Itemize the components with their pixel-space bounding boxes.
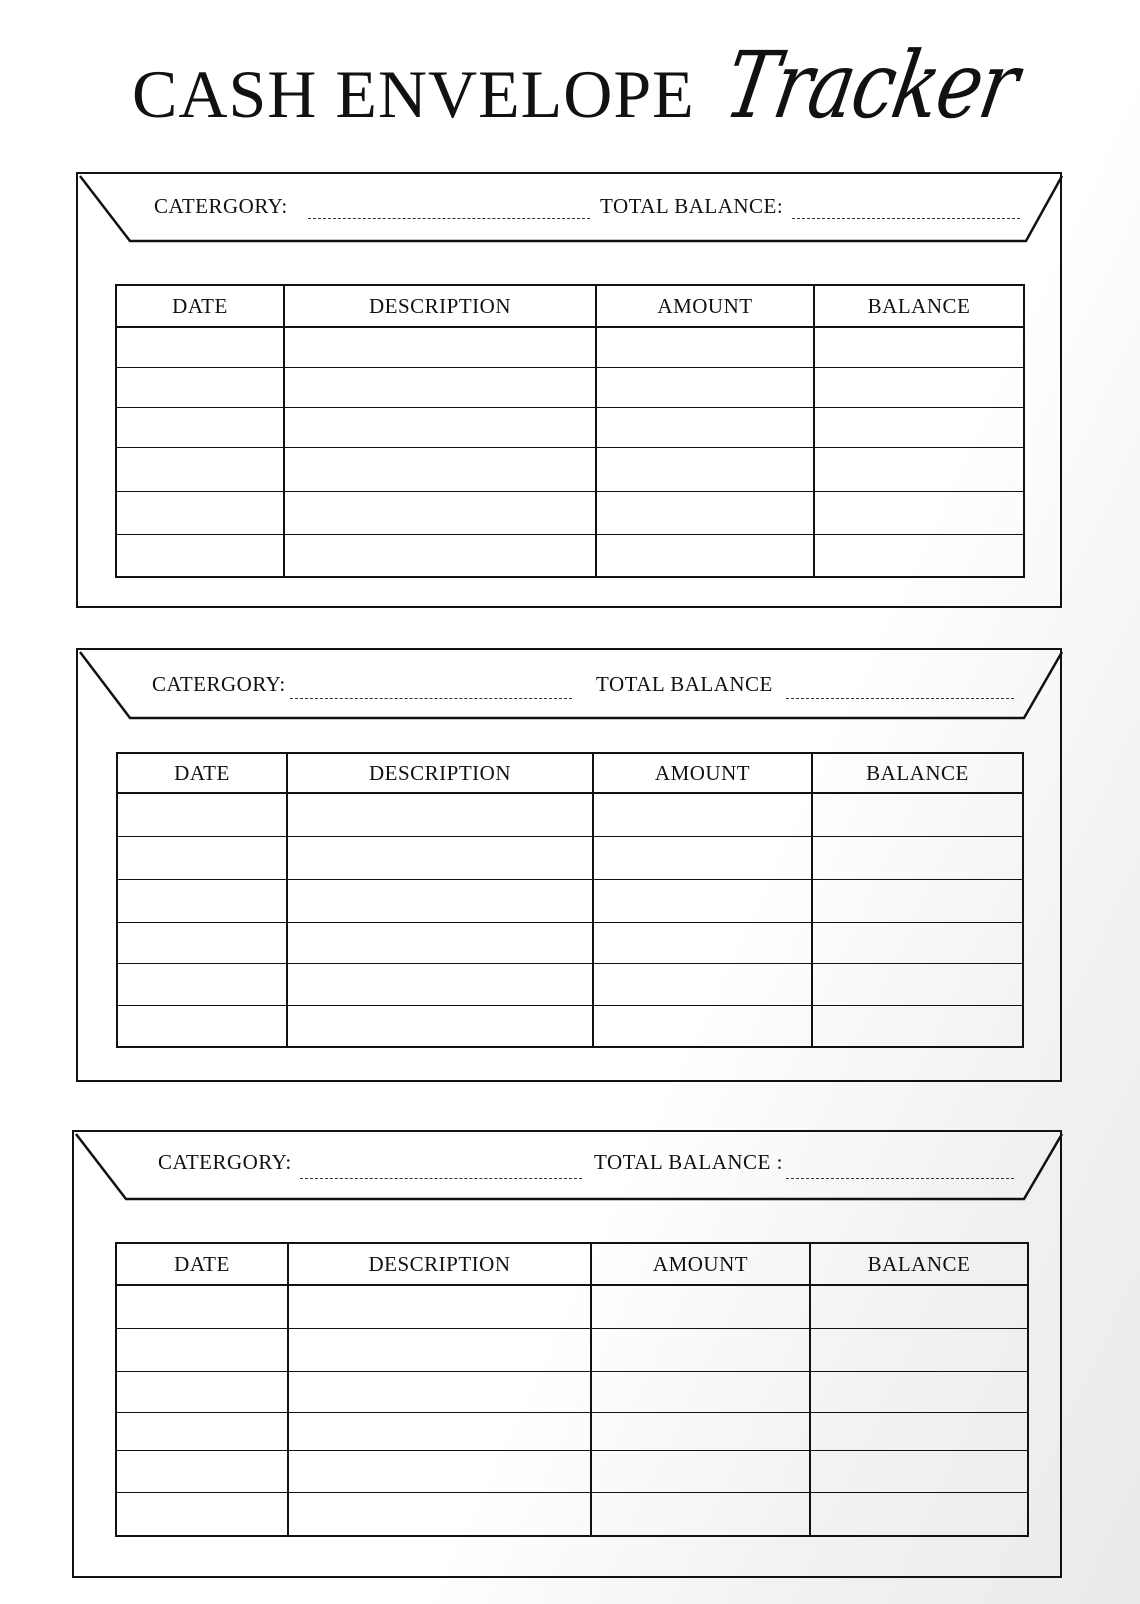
table-row xyxy=(116,1412,1028,1450)
balance-cell[interactable] xyxy=(812,793,1023,836)
table-row xyxy=(116,1450,1028,1492)
amount-cell[interactable] xyxy=(591,1450,810,1492)
category-field[interactable] xyxy=(290,698,572,699)
table-row xyxy=(117,922,1023,963)
ledger-table xyxy=(116,752,1024,1048)
date-cell[interactable] xyxy=(116,1328,288,1371)
date-cell[interactable] xyxy=(116,534,284,577)
col-description: DESCRIPTION xyxy=(284,285,596,327)
amount-cell[interactable] xyxy=(593,793,812,836)
table-row xyxy=(116,491,1024,534)
date-cell[interactable] xyxy=(116,1285,288,1328)
description-cell[interactable] xyxy=(287,963,593,1005)
category-field[interactable] xyxy=(300,1178,582,1179)
balance-cell[interactable] xyxy=(814,447,1024,491)
date-cell[interactable] xyxy=(116,1450,288,1492)
date-cell[interactable] xyxy=(117,793,287,836)
page-title xyxy=(0,32,1140,150)
date-cell[interactable] xyxy=(117,922,287,963)
amount-cell[interactable] xyxy=(593,879,812,922)
col-date: DATE xyxy=(116,1243,288,1285)
description-cell[interactable] xyxy=(284,407,596,447)
balance-cell[interactable] xyxy=(814,534,1024,577)
amount-cell[interactable] xyxy=(596,491,814,534)
table-row xyxy=(117,836,1023,879)
col-amount: AMOUNT xyxy=(591,1243,810,1285)
table-row xyxy=(116,1371,1028,1412)
amount-cell[interactable] xyxy=(593,836,812,879)
col-date: DATE xyxy=(116,285,284,327)
amount-cell[interactable] xyxy=(593,922,812,963)
category-label: CATERGORY: xyxy=(152,672,286,696)
description-cell[interactable] xyxy=(288,1492,591,1536)
envelope-2 xyxy=(76,648,1062,1082)
balance-cell[interactable] xyxy=(810,1328,1028,1371)
col-balance: BALANCE xyxy=(810,1243,1028,1285)
col-balance: BALANCE xyxy=(812,753,1023,793)
title-script: Tracker xyxy=(717,32,1025,139)
table-row xyxy=(116,447,1024,491)
title-main: CASH ENVELOPE xyxy=(132,56,695,132)
description-cell[interactable] xyxy=(288,1371,591,1412)
total-balance-label: TOTAL BALANCE: xyxy=(600,194,784,218)
total-balance-label: TOTAL BALANCE xyxy=(596,672,773,696)
table-row xyxy=(117,963,1023,1005)
table-row xyxy=(117,1005,1023,1047)
description-cell[interactable] xyxy=(288,1450,591,1492)
amount-cell[interactable] xyxy=(591,1328,810,1371)
table-row xyxy=(116,534,1024,577)
description-cell[interactable] xyxy=(284,367,596,407)
balance-cell[interactable] xyxy=(810,1450,1028,1492)
total-balance-field[interactable] xyxy=(786,698,1014,699)
balance-cell[interactable] xyxy=(812,1005,1023,1047)
col-amount: AMOUNT xyxy=(593,753,812,793)
table-row xyxy=(116,1328,1028,1371)
amount-cell[interactable] xyxy=(596,367,814,407)
description-cell[interactable] xyxy=(288,1412,591,1450)
amount-cell[interactable] xyxy=(596,327,814,367)
description-cell[interactable] xyxy=(288,1285,591,1328)
ledger-table xyxy=(115,284,1025,578)
date-cell[interactable] xyxy=(117,836,287,879)
amount-cell[interactable] xyxy=(596,407,814,447)
amount-cell[interactable] xyxy=(591,1285,810,1328)
col-date: DATE xyxy=(117,753,287,793)
table-row xyxy=(116,367,1024,407)
table-row xyxy=(116,1285,1028,1328)
description-cell[interactable] xyxy=(284,327,596,367)
date-cell[interactable] xyxy=(116,447,284,491)
col-amount: AMOUNT xyxy=(596,285,814,327)
balance-cell[interactable] xyxy=(810,1285,1028,1328)
description-cell[interactable] xyxy=(287,1005,593,1047)
amount-cell[interactable] xyxy=(591,1492,810,1536)
description-cell[interactable] xyxy=(287,879,593,922)
description-cell[interactable] xyxy=(287,836,593,879)
total-balance-field[interactable] xyxy=(792,218,1020,219)
col-balance: BALANCE xyxy=(814,285,1024,327)
balance-cell[interactable] xyxy=(810,1371,1028,1412)
amount-cell[interactable] xyxy=(596,447,814,491)
table-row xyxy=(116,327,1024,367)
balance-cell[interactable] xyxy=(814,367,1024,407)
date-cell[interactable] xyxy=(116,407,284,447)
date-cell[interactable] xyxy=(116,1371,288,1412)
date-cell[interactable] xyxy=(117,879,287,922)
date-cell[interactable] xyxy=(116,491,284,534)
description-cell[interactable] xyxy=(284,491,596,534)
description-cell[interactable] xyxy=(287,922,593,963)
date-cell[interactable] xyxy=(116,367,284,407)
amount-cell[interactable] xyxy=(593,963,812,1005)
balance-cell[interactable] xyxy=(810,1492,1028,1536)
balance-cell[interactable] xyxy=(812,836,1023,879)
balance-cell[interactable] xyxy=(810,1412,1028,1450)
col-description: DESCRIPTION xyxy=(287,753,593,793)
envelope-1 xyxy=(76,172,1062,608)
total-balance-label: TOTAL BALANCE : xyxy=(594,1150,783,1174)
description-cell[interactable] xyxy=(287,793,593,836)
date-cell[interactable] xyxy=(116,327,284,367)
amount-cell[interactable] xyxy=(593,1005,812,1047)
date-cell[interactable] xyxy=(117,963,287,1005)
balance-cell[interactable] xyxy=(812,963,1023,1005)
table-row xyxy=(117,793,1023,836)
category-field[interactable] xyxy=(308,218,590,219)
envelope-3 xyxy=(72,1130,1062,1578)
date-cell[interactable] xyxy=(117,1005,287,1047)
balance-cell[interactable] xyxy=(812,879,1023,922)
balance-cell[interactable] xyxy=(814,491,1024,534)
category-label: CATERGORY: xyxy=(154,194,288,218)
table-row xyxy=(116,1492,1028,1536)
total-balance-field[interactable] xyxy=(786,1178,1014,1179)
col-description: DESCRIPTION xyxy=(288,1243,591,1285)
description-cell[interactable] xyxy=(288,1328,591,1371)
ledger-table xyxy=(115,1242,1029,1537)
date-cell[interactable] xyxy=(116,1492,288,1536)
table-row xyxy=(116,407,1024,447)
balance-cell[interactable] xyxy=(814,407,1024,447)
category-label: CATERGORY: xyxy=(158,1150,292,1174)
amount-cell[interactable] xyxy=(591,1412,810,1450)
date-cell[interactable] xyxy=(116,1412,288,1450)
description-cell[interactable] xyxy=(284,534,596,577)
description-cell[interactable] xyxy=(284,447,596,491)
amount-cell[interactable] xyxy=(596,534,814,577)
table-row xyxy=(117,879,1023,922)
balance-cell[interactable] xyxy=(812,922,1023,963)
amount-cell[interactable] xyxy=(591,1371,810,1412)
balance-cell[interactable] xyxy=(814,327,1024,367)
